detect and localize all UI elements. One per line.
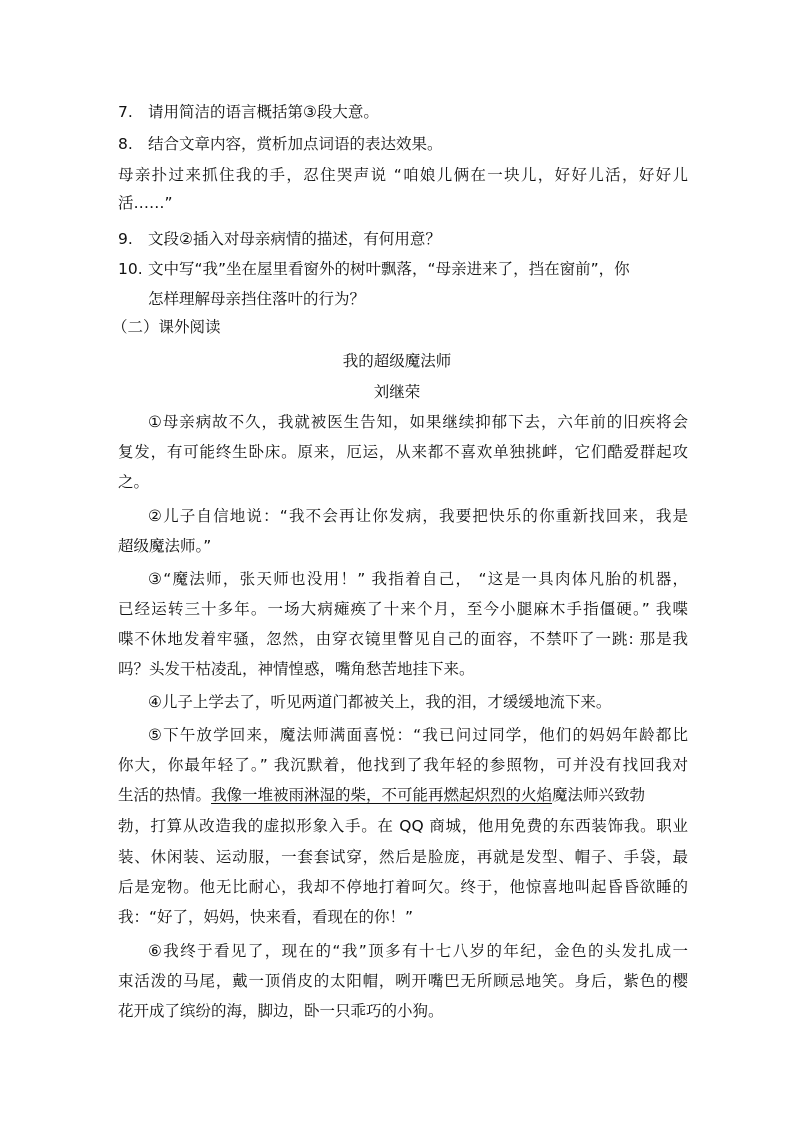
question-10: [118, 260, 688, 279]
question-7: [118, 103, 688, 122]
paragraph-line: 已经运转三十多年。一场大病瘫痪了十来个月，至今小腿麻木手指僵硬。” 我喋: [118, 600, 688, 618]
article-author: 刘继荣: [373, 383, 421, 401]
paragraph-line: ②儿子自信地说：“我不会再让你发病，我要把快乐的你重新找回来，我是: [148, 507, 688, 525]
question-text: 结合文章内容，赏析加点词语的表达效果。: [148, 135, 443, 153]
sentence-prefix: 生活的热情。: [118, 786, 212, 804]
article-title: 我的超级魔法师: [342, 352, 452, 370]
paragraph-line: 花开成了缤纷的海，脚边，卧一只乖巧的小狗。: [118, 1002, 444, 1020]
paragraph-line: 之。: [118, 473, 150, 491]
question-number: 9.: [118, 230, 133, 248]
question-text: 请用简洁的语言概括第③段大意。: [148, 103, 379, 121]
paragraph-line: 喋不休地发着牢骚，忽然，由穿衣镜里瞥见自己的面容，不禁吓了一跳: 那是我: [118, 630, 688, 648]
paragraph-line: ③“魔法师，张天师也没用！” 我指着自己， “这是一具肉体凡胎的机器，: [148, 570, 688, 588]
quote-line: 活……”: [118, 194, 173, 212]
paragraph-line-with-underline: [118, 786, 688, 805]
sentence-suffix: 魔法师兴致勃: [552, 786, 646, 804]
question-number: 8.: [118, 135, 133, 153]
question-text: 文段②插入对母亲病情的描述，有何用意？: [148, 230, 441, 248]
underlined-sentence: 我像一堆被雨淋湿的柴，不可能再燃起炽烈的火焰: [211, 786, 553, 804]
question-text: 文中写“我”坐在屋里看窗外的树叶飘落，“母亲进来了，挡在窗前”，你: [148, 260, 630, 278]
section-heading: （二）课外阅读: [112, 318, 221, 336]
question-number: 7.: [118, 103, 133, 121]
paragraph-line: 束活泼的马尾，戴一顶俏皮的太阳帽，咧开嘴巴无所顾忌地笑。身后，紫色的樱: [118, 972, 688, 990]
paragraph-line: 你大，你最年轻了。” 我沉默着，他找到了我年轻的参照物，可并没有找回我对: [118, 756, 688, 774]
question-9: [118, 230, 688, 249]
paragraph-line: ④儿子上学去了，听见两道门都被关上，我的泪，才缓缓地流下来。: [148, 693, 612, 711]
paragraph-line: 我：“好了，妈妈，快来看，看现在的你！”: [118, 908, 414, 926]
question-8: [118, 135, 688, 154]
question-10-continued: 怎样理解母亲挡住落叶的行为？: [148, 290, 366, 308]
paragraph-line: 装、休闲装、运动服，一套套试穿，然后是脸庞，再就是发型、帽子、手袋，最: [118, 848, 688, 866]
paragraph-line: ①母亲病故不久，我就被医生告知，如果继续抑郁下去，六年前的旧疾将会: [148, 413, 688, 431]
paragraph-line: ⑤下午放学回来，魔法师满面喜悦：“我已问过同学，他们的妈妈年龄都比: [148, 726, 688, 744]
paragraph-line: ⑥我终于看见了，现在的“我”顶多有十七八岁的年纪，金色的头发扎成一: [148, 942, 688, 960]
paragraph-line: 勃，打算从改造我的虚拟形象入手。在 QQ 商城，他用免费的东西装饰我。职业: [118, 817, 688, 835]
quote-line: 母亲扑过来抓住我的手，忍住哭声说 “咱娘儿俩在一块儿，好好儿活，好好儿: [118, 166, 688, 184]
paragraph-line: 吗？头发干枯凌乱，神情惶惑，嘴角愁苦地挂下来。: [118, 660, 475, 678]
paragraph-line: 后是宠物。他无比耐心，我却不停地打着呵欠。终于，他惊喜地叫起昏昏欲睡的: [118, 878, 688, 896]
paragraph-line: 超级魔法师。”: [118, 537, 212, 555]
question-number: 10.: [118, 260, 143, 278]
paragraph-line: 复发，有可能终生卧床。原来，厄运，从来都不喜欢单独挑衅，它们酷爱群起攻: [118, 443, 688, 461]
